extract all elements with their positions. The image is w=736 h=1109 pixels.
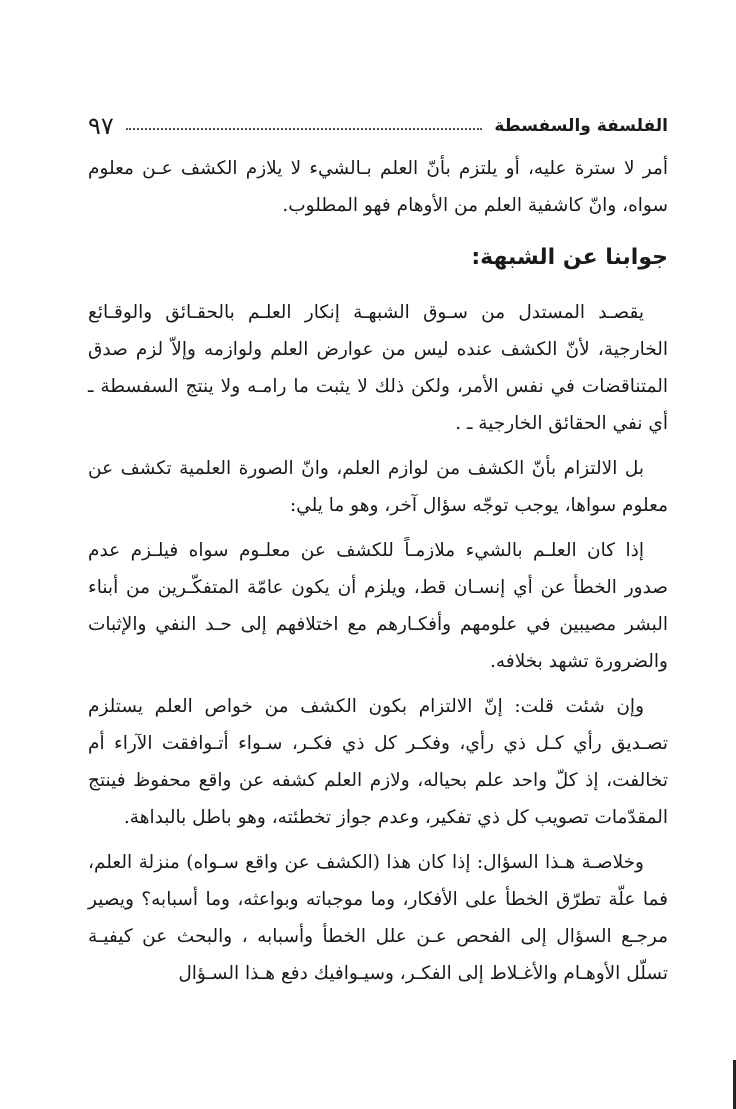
paragraph-2: يقصـد المستدل من سـوق الشبهـة إنكار العلـم بالحقـائق والوقـائع الخارجية، لأنّ الكشف عنده ليس من عوارض العلم ولوازمه وإلاّ لزم صدق المتناقضات في نفس الأمر، ولكن ذلك لا يثبت ما رامـه ولا ينتج السفسطة ـ أي نفي الحقائق الخارجية ـ . xyxy=(88,302,668,434)
paragraph-4: إذا كان العلـم بالشيء ملازمـاً للكشف عن معلـوم سواه فيلـزم عدم صدور الخطأ عن أي إنسـان قط، ويلزم أن يكون عامّة المتفكّـرين من أبناء البشر مصيبين في علومهم وأفكـارهم مع اختلافهم إلى حـد النفي والإثبات والضرورة تشهد بخلافه. xyxy=(88,540,668,672)
page-body xyxy=(88,150,668,1000)
paragraph-3: بل الالتزام بأنّ الكشف من لوازم العلم، وانّ الصورة العلمية تكشف عن معلوم سواها، يوجب توجّه سؤال آخر، وهو ما يلي: xyxy=(88,458,668,516)
header-dotted-leader xyxy=(126,128,483,130)
paragraph-1: أمر لا سترة عليه، أو يلتزم بأنّ العلم بـالشيء لا يلازم الكشف عـن معلوم سواه، وانّ كاشفية العلم من الأوهام فهو المطلوب. xyxy=(88,158,668,216)
running-header xyxy=(88,106,668,142)
page-number: ٩٧ xyxy=(88,112,114,140)
paragraph-5: وإن شئت قلت: إنّ الالتزام بكون الكشف من خواص العلم يستلزم تصـديق رأي كـل ذي رأي، وفكـر كل ذي فكـر، سـواء أتـوافقت الآراء أم تخالفت، إذ كلّ واحد علم بحياله، ولازم العلم كشفه عن واقع محفوظ فينتج المقدّمات تصويب كل ذي تفكير، وعدم جواز تخطئته، وهو باطل بالبداهة. xyxy=(88,696,668,828)
paragraph-6: وخلاصـة هـذا السؤال: إذا كان هذا (الكشف عن واقع سـواه) منزلة العلم، فما علّة تطرّق الخطأ على الأفكار، وما موجباته وبواعثه، وما أسبابه؟ ويصير مرجـع السؤال إلى الفحص عـن علل الخطأ وأسبابه ، والبحث عن كيفيـة تسلّل الأوهـام والأغـلاط إلى الفكـر، وسيـوافيك دفع هـذا السـؤال xyxy=(88,852,668,984)
section-heading: جوابنا عن الشبهة: xyxy=(471,245,668,270)
header-title: الفلسفة والسفسطة xyxy=(494,116,668,136)
